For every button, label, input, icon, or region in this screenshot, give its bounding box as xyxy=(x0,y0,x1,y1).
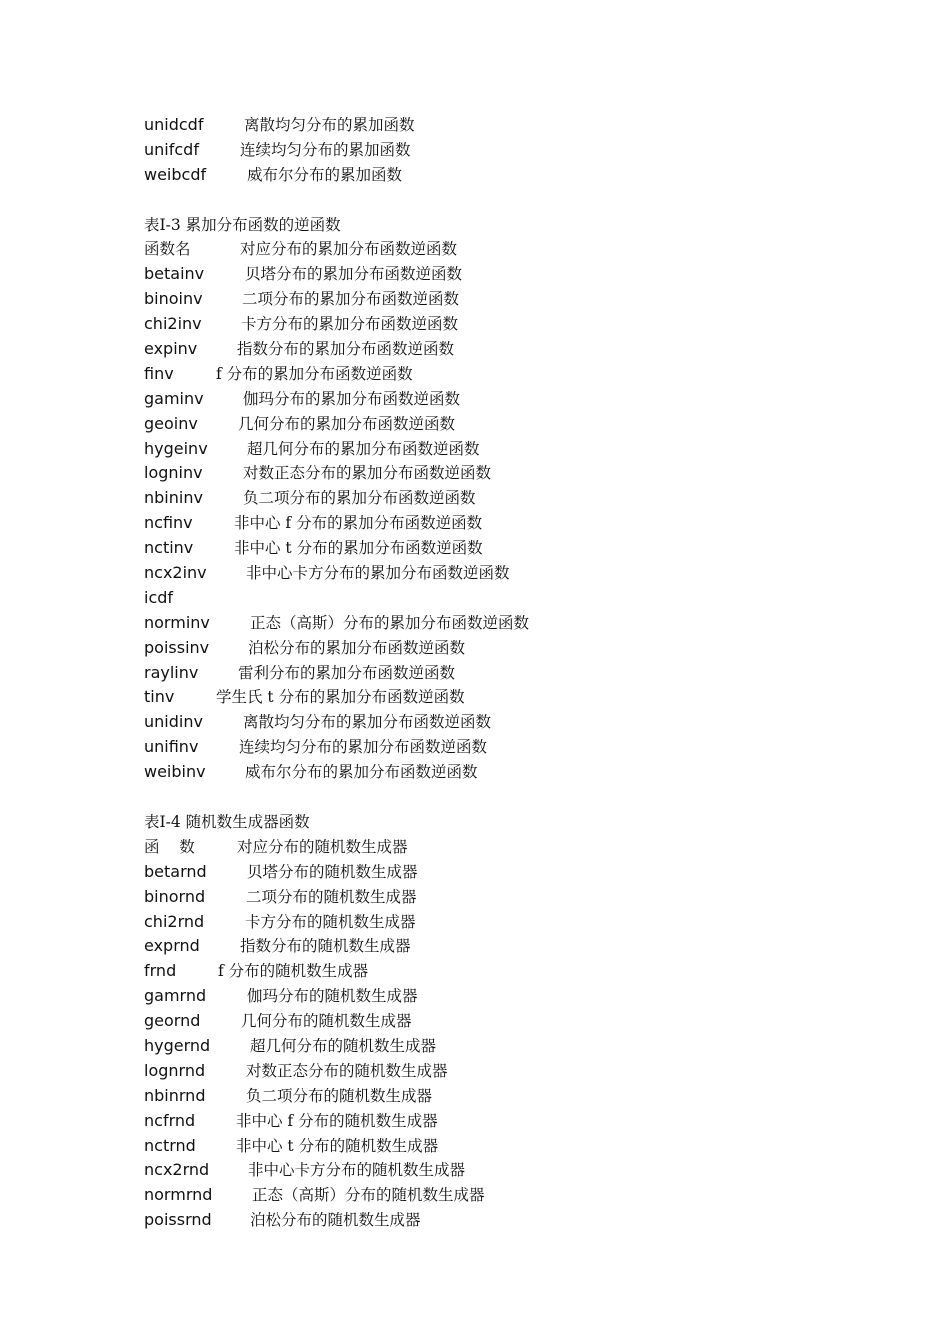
function-description: 雷利分布的累加分布函数逆函数 xyxy=(238,663,456,682)
table-row xyxy=(144,262,904,287)
table-row xyxy=(144,461,904,486)
table-row xyxy=(144,287,904,312)
function-name: unidinv xyxy=(144,712,203,732)
function-description: 泊松分布的随机数生成器 xyxy=(250,1211,421,1230)
function-name: expinv xyxy=(144,339,198,359)
function-name: logninv xyxy=(144,463,203,483)
function-description: 泊松分布的累加分布函数逆函数 xyxy=(248,638,466,657)
function-description: 连续均匀分布的累加函数 xyxy=(240,140,411,159)
function-description: 二项分布的随机数生成器 xyxy=(246,887,417,906)
function-name: betarnd xyxy=(144,861,207,881)
function-description: 几何分布的随机数生成器 xyxy=(241,1012,412,1031)
table-row xyxy=(144,661,904,686)
function-description: 离散均匀分布的累加函数 xyxy=(244,116,415,134)
function-name: unidcdf xyxy=(144,115,204,134)
function-description: 几何分布的累加分布函数逆函数 xyxy=(238,414,456,433)
table-row xyxy=(144,860,904,885)
function-name: gamrnd xyxy=(144,986,207,1006)
function-name: ncx2inv xyxy=(144,563,207,583)
function-description: 指数分布的累加分布函数逆函数 xyxy=(237,340,455,359)
table-row xyxy=(144,1059,904,1084)
function-description: 离散均匀分布的累加分布函数逆函数 xyxy=(243,713,492,732)
function-name: binornd xyxy=(144,886,206,906)
function-name: unifcdf xyxy=(144,139,199,159)
function-name: finv xyxy=(144,363,174,383)
function-name: normrnd xyxy=(144,1185,213,1205)
function-name: raylinv xyxy=(144,662,199,682)
document-page xyxy=(144,113,904,1233)
function-name: poissrnd xyxy=(144,1210,212,1230)
function-name: weibcdf xyxy=(144,164,207,184)
function-name: unifinv xyxy=(144,737,199,757)
table-row xyxy=(144,412,904,437)
list-item xyxy=(144,138,904,163)
function-description: 威布尔分布的累加函数 xyxy=(247,165,403,184)
function-description: 非中心 f 分布的累加分布函数逆函数 xyxy=(234,514,483,533)
function-name: nbininv xyxy=(144,488,203,508)
table-row xyxy=(144,387,904,412)
table-row xyxy=(144,536,904,561)
table-row xyxy=(144,959,904,984)
header-function-name: 函 数 xyxy=(144,837,195,856)
table-row xyxy=(144,437,904,462)
function-name: ncfinv xyxy=(144,513,193,533)
function-name: frnd xyxy=(144,961,177,981)
table-row xyxy=(144,885,904,910)
table-row xyxy=(144,1208,904,1233)
function-name: nbinrnd xyxy=(144,1085,206,1105)
table-title: 表Ⅰ-4 随机数生成器函数 xyxy=(144,812,310,831)
table-row xyxy=(144,561,904,586)
table-header xyxy=(144,237,904,262)
function-name: chi2rnd xyxy=(144,911,205,931)
table-row xyxy=(144,1158,904,1183)
table-title: 表Ⅰ-3 累加分布函数的逆函数 xyxy=(144,215,341,234)
table-row xyxy=(144,312,904,337)
function-description: 二项分布的累加分布函数逆函数 xyxy=(242,290,460,309)
table-row xyxy=(144,934,904,959)
function-description: 威布尔分布的累加分布函数逆函数 xyxy=(245,763,478,782)
function-description: 连续均匀分布的累加分布函数逆函数 xyxy=(239,738,488,757)
function-description: 非中心 t 分布的累加分布函数逆函数 xyxy=(234,539,483,558)
function-description: 超几何分布的累加分布函数逆函数 xyxy=(247,439,480,458)
function-description: 贝塔分布的随机数生成器 xyxy=(247,862,418,881)
table-row xyxy=(144,486,904,511)
table-row xyxy=(144,1109,904,1134)
function-description: 非中心 t 分布的随机数生成器 xyxy=(236,1136,439,1155)
table-row xyxy=(144,735,904,760)
function-description: 对数正态分布的随机数生成器 xyxy=(246,1061,448,1080)
function-name: geornd xyxy=(144,1011,201,1031)
function-name: lognrnd xyxy=(144,1060,206,1080)
function-description: 正态（高斯）分布的累加分布函数逆函数 xyxy=(250,613,530,632)
header-function-name: 函数名 xyxy=(144,240,191,259)
table-inverse-cdf xyxy=(144,213,904,785)
function-name: icdf xyxy=(144,587,174,607)
table-row xyxy=(144,1183,904,1208)
cdf-list-continued xyxy=(144,113,904,188)
function-description: 正态（高斯）分布的随机数生成器 xyxy=(252,1186,485,1205)
function-description: 负二项分布的累加分布函数逆函数 xyxy=(243,489,476,508)
table-row xyxy=(144,1009,904,1034)
function-description: 指数分布的随机数生成器 xyxy=(240,937,411,956)
function-description: 学生氏 t 分布的累加分布函数逆函数 xyxy=(216,688,465,707)
table-header xyxy=(144,835,904,860)
table-row xyxy=(144,760,904,785)
list-item xyxy=(144,113,904,138)
function-name: norminv xyxy=(144,612,210,632)
function-description: f 分布的随机数生成器 xyxy=(218,962,369,981)
list-item xyxy=(144,163,904,188)
function-description: 非中心卡方分布的随机数生成器 xyxy=(248,1161,466,1180)
function-name: chi2inv xyxy=(144,314,202,334)
function-description: 伽玛分布的累加分布函数逆函数 xyxy=(243,389,461,408)
function-description: 对数正态分布的累加分布函数逆函数 xyxy=(243,464,492,483)
function-name: hygeinv xyxy=(144,438,208,458)
table-row xyxy=(144,337,904,362)
function-name: geoinv xyxy=(144,413,198,433)
spacer xyxy=(144,188,904,213)
function-name: gaminv xyxy=(144,388,204,408)
function-name: nctrnd xyxy=(144,1135,196,1155)
table-row xyxy=(144,910,904,935)
function-name: nctinv xyxy=(144,538,194,558)
header-description: 对应分布的累加分布函数逆函数 xyxy=(240,240,458,259)
table-row xyxy=(144,1034,904,1059)
table-row xyxy=(144,636,904,661)
function-description: 负二项分布的随机数生成器 xyxy=(246,1086,433,1105)
header-description: 对应分布的随机数生成器 xyxy=(237,837,408,856)
table-row xyxy=(144,984,904,1009)
function-description: f 分布的累加分布函数逆函数 xyxy=(216,364,413,383)
function-name: weibinv xyxy=(144,762,206,782)
function-description: 卡方分布的累加分布函数逆函数 xyxy=(241,315,459,334)
table-row xyxy=(144,586,904,611)
table-row xyxy=(144,362,904,387)
table-row xyxy=(144,710,904,735)
function-description: 超几何分布的随机数生成器 xyxy=(250,1036,437,1055)
function-name: poissinv xyxy=(144,637,210,657)
function-name: binoinv xyxy=(144,289,203,309)
function-description: 卡方分布的随机数生成器 xyxy=(245,912,416,931)
table-row xyxy=(144,511,904,536)
function-name: ncx2rnd xyxy=(144,1160,210,1180)
function-description: 伽玛分布的随机数生成器 xyxy=(247,987,418,1006)
function-name: betainv xyxy=(144,264,205,284)
function-description: 非中心卡方分布的累加分布函数逆函数 xyxy=(246,564,510,583)
spacer xyxy=(144,785,904,810)
table-row xyxy=(144,1134,904,1159)
function-name: exprnd xyxy=(144,936,200,956)
function-description: 非中心 f 分布的随机数生成器 xyxy=(236,1111,438,1130)
table-row xyxy=(144,611,904,636)
function-name: tinv xyxy=(144,687,175,707)
function-name: ncfrnd xyxy=(144,1110,196,1130)
function-description: 贝塔分布的累加分布函数逆函数 xyxy=(245,265,463,284)
function-name: hygernd xyxy=(144,1035,211,1055)
table-row xyxy=(144,1084,904,1109)
table-row xyxy=(144,685,904,710)
table-random-generators xyxy=(144,810,904,1233)
